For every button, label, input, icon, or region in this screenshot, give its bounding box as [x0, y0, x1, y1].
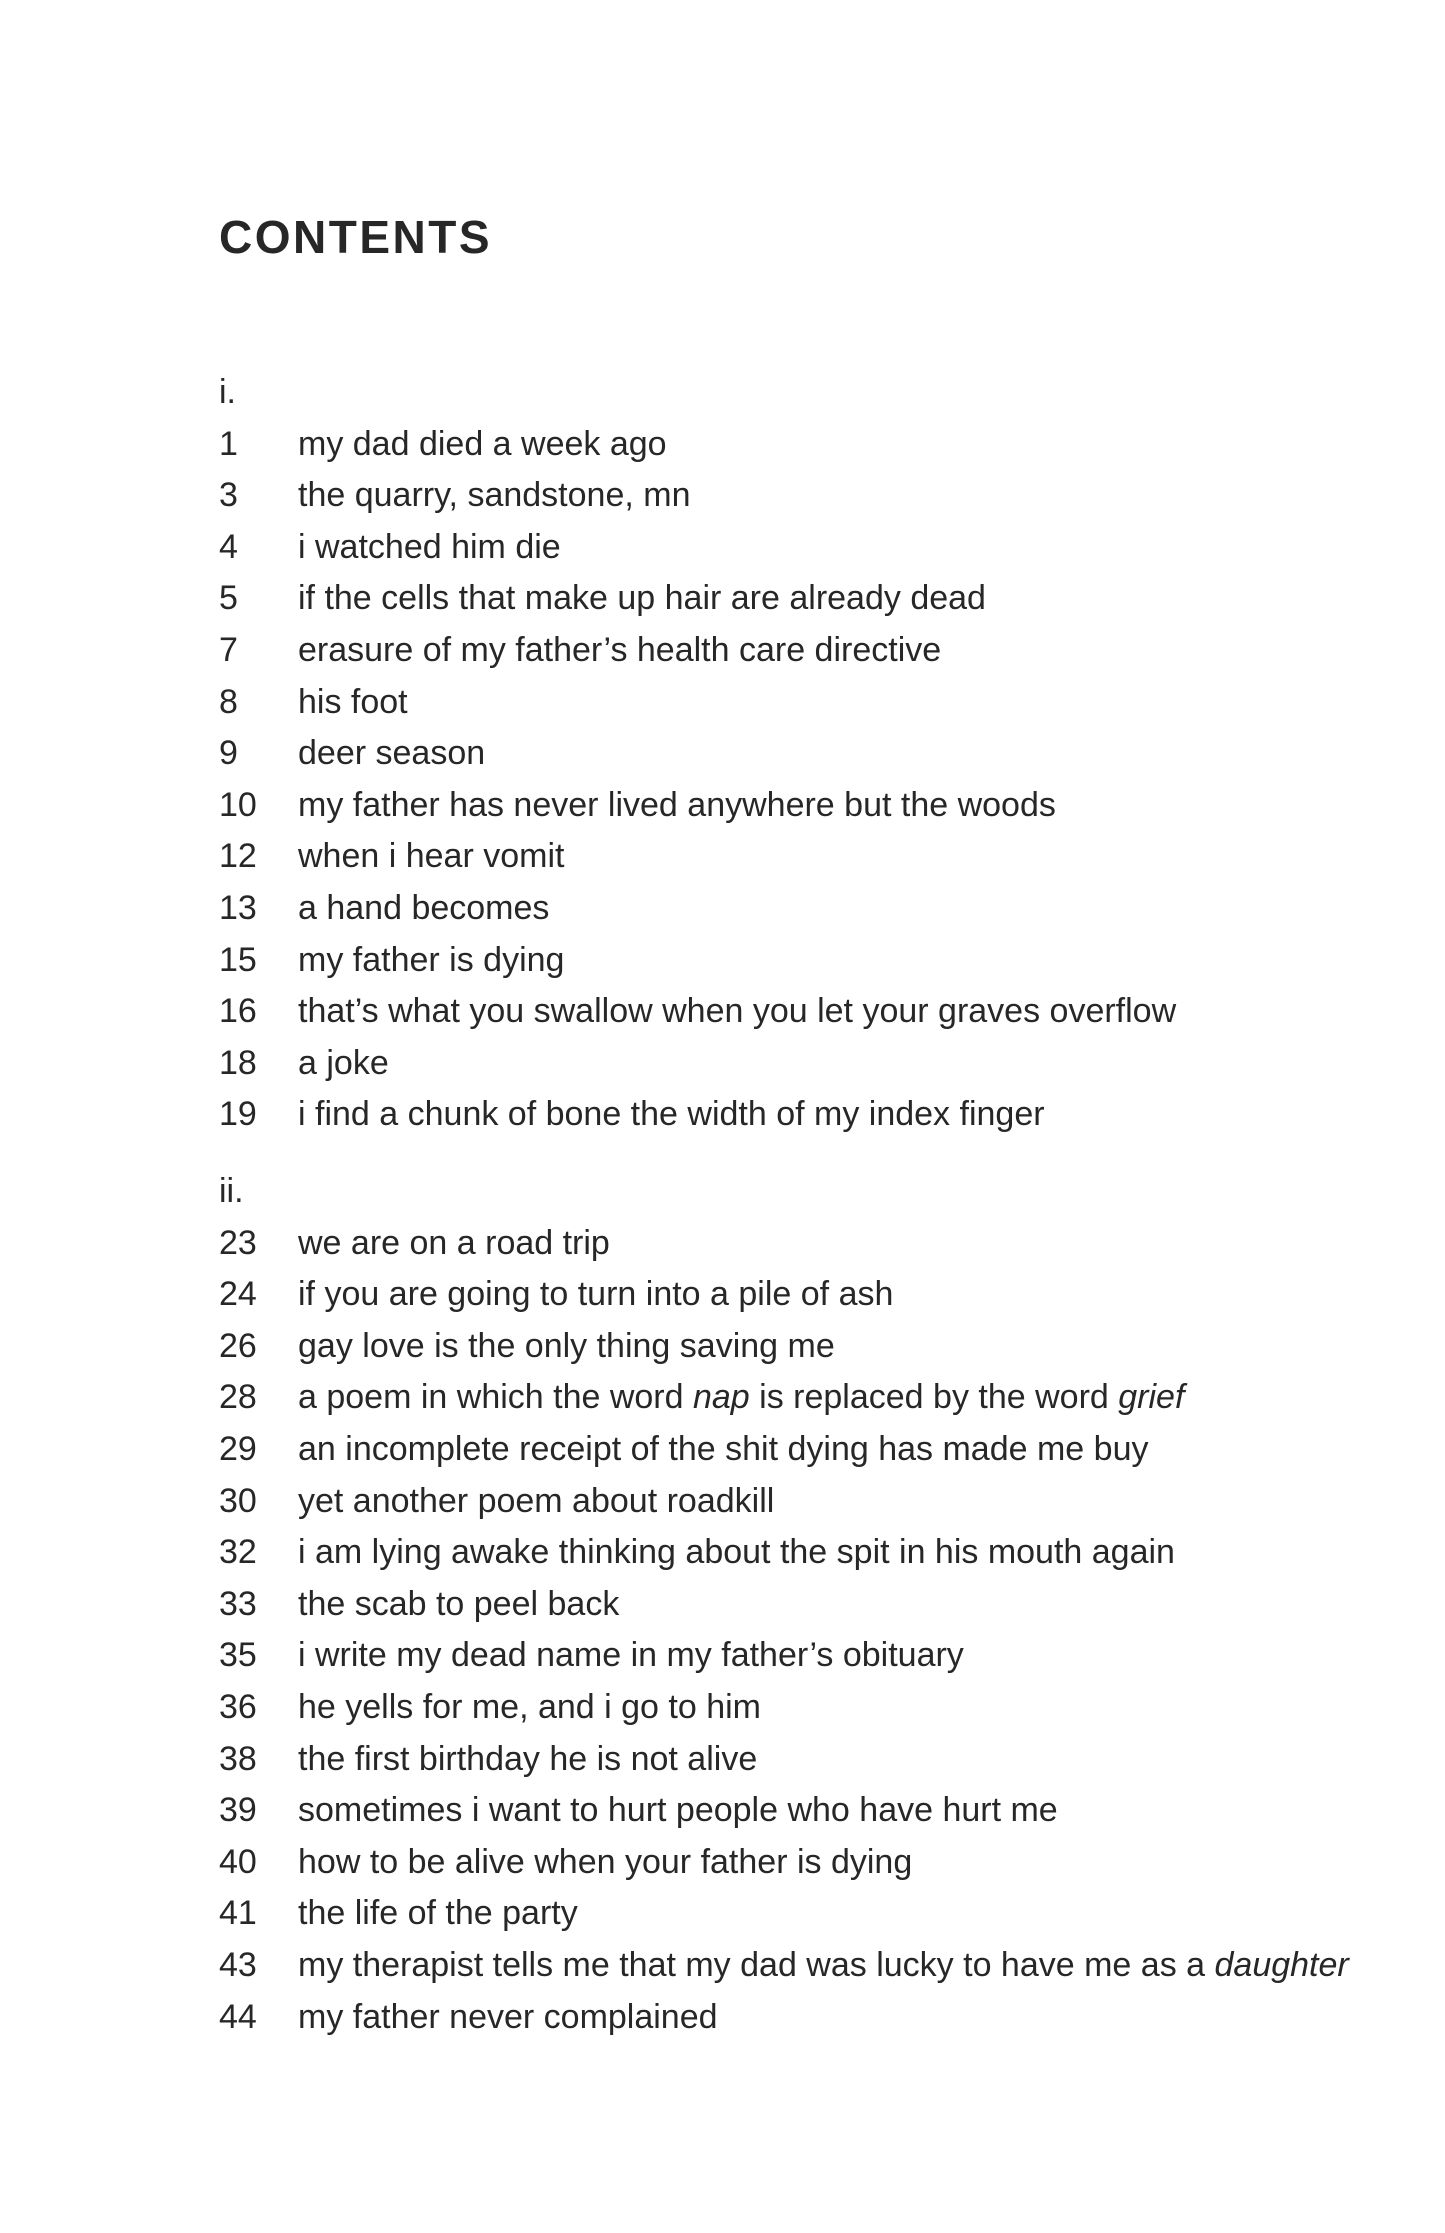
poem-title: i find a chunk of bone the width of my index finger [298, 1095, 1045, 1134]
toc-entry [219, 1734, 1369, 1786]
poem-title: my father never complained [298, 1997, 718, 2036]
poem-title: a hand becomes [298, 888, 550, 927]
page-number: 29 [219, 1429, 257, 1468]
toc-entry [219, 1269, 1369, 1321]
toc-section [219, 367, 1369, 1141]
toc-entry [219, 573, 1369, 625]
page-title: CONTENTS [219, 211, 492, 263]
page-number: 9 [219, 734, 238, 773]
toc-entry [219, 522, 1369, 574]
toc-entry [219, 1940, 1369, 1992]
poem-title: the first birthday he is not alive [298, 1739, 758, 1778]
page-number: 24 [219, 1275, 257, 1314]
page-number: 10 [219, 785, 257, 824]
toc-entry [219, 986, 1369, 1038]
toc-entry [219, 1785, 1369, 1837]
section-label: ii. [219, 1172, 244, 1210]
poem-title: how to be alive when your father is dying [298, 1842, 913, 1881]
toc-entry [219, 883, 1369, 935]
poem-title: my father has never lived anywhere but the woods [298, 785, 1056, 824]
toc-entry [219, 625, 1369, 677]
toc-entry [219, 1218, 1369, 1270]
page-number: 4 [219, 527, 238, 566]
page-number: 28 [219, 1378, 257, 1417]
toc-entry [219, 1527, 1369, 1579]
page-number: 19 [219, 1095, 257, 1134]
page-number: 3 [219, 476, 238, 515]
section-label: i. [219, 373, 236, 411]
poem-title: the life of the party [298, 1894, 578, 1933]
toc-entry [219, 419, 1369, 471]
toc-entry [219, 470, 1369, 522]
poem-title: an incomplete receipt of the shit dying has made me buy [298, 1429, 1149, 1468]
poem-title: i write my dead name in my father’s obituary [298, 1636, 964, 1675]
toc-entry [219, 1888, 1369, 1940]
page-number: 1 [219, 424, 238, 463]
poem-title: deer season [298, 734, 486, 773]
poem-title: that’s what you swallow when you let your graves overflow [298, 992, 1177, 1031]
toc-entry [219, 831, 1369, 883]
poem-title: gay love is the only thing saving me [298, 1326, 835, 1365]
page-number: 44 [219, 1997, 257, 2036]
poem-title: erasure of my father’s health care directive [298, 630, 942, 669]
page-number: 40 [219, 1842, 257, 1881]
page-number: 26 [219, 1326, 257, 1365]
page-number: 32 [219, 1533, 257, 1572]
toc-entry [219, 1630, 1369, 1682]
toc-section [219, 1166, 1369, 2043]
page-number: 5 [219, 579, 238, 618]
toc-entry [219, 1321, 1369, 1373]
page-number: 43 [219, 1945, 257, 1984]
page-number: 30 [219, 1481, 257, 1520]
poem-title: the scab to peel back [298, 1584, 620, 1623]
toc-entry [219, 1682, 1369, 1734]
toc-entry [219, 780, 1369, 832]
poem-title: if the cells that make up hair are already dead [298, 579, 986, 618]
poem-title: yet another poem about roadkill [298, 1481, 775, 1520]
poem-title: his foot [298, 682, 408, 721]
poem-title: a poem in which the word nap is replaced by the word grief [298, 1378, 1185, 1417]
toc-entry [219, 1089, 1369, 1141]
page-number: 35 [219, 1636, 257, 1675]
page-number: 36 [219, 1687, 257, 1726]
page-number: 39 [219, 1791, 257, 1830]
poem-title: my dad died a week ago [298, 424, 667, 463]
page-number: 13 [219, 888, 257, 927]
poem-title: my father is dying [298, 940, 565, 979]
page-number: 33 [219, 1584, 257, 1623]
poem-title: sometimes i want to hurt people who have hurt me [298, 1791, 1058, 1830]
toc-entry [219, 1579, 1369, 1631]
toc-entry [219, 1372, 1369, 1424]
toc-entry [219, 677, 1369, 729]
toc-entry [219, 1476, 1369, 1528]
page-number: 23 [219, 1223, 257, 1262]
toc-entry [219, 1424, 1369, 1476]
page-number: 15 [219, 940, 257, 979]
toc-entry [219, 1038, 1369, 1090]
toc-entry [219, 728, 1369, 780]
poem-title: when i hear vomit [298, 837, 565, 876]
page-number: 16 [219, 992, 257, 1031]
poem-title: the quarry, sandstone, mn [298, 476, 691, 515]
poem-title: i am lying awake thinking about the spit in his mouth again [298, 1533, 1175, 1572]
page-number: 8 [219, 682, 238, 721]
page-number: 38 [219, 1739, 257, 1778]
poem-title: i watched him die [298, 527, 561, 566]
toc-entry [219, 935, 1369, 987]
poem-title: a joke [298, 1043, 389, 1082]
poem-title: my therapist tells me that my dad was lucky to have me as a daughter [298, 1945, 1349, 1984]
page-number: 41 [219, 1894, 257, 1933]
page-number: 12 [219, 837, 257, 876]
poem-title: he yells for me, and i go to him [298, 1687, 762, 1726]
page-number: 7 [219, 630, 238, 669]
toc-entry [219, 1837, 1369, 1889]
poem-title: if you are going to turn into a pile of ash [298, 1275, 894, 1314]
toc-entry [219, 1992, 1369, 2044]
page-number: 18 [219, 1043, 257, 1082]
poem-title: we are on a road trip [298, 1223, 610, 1262]
